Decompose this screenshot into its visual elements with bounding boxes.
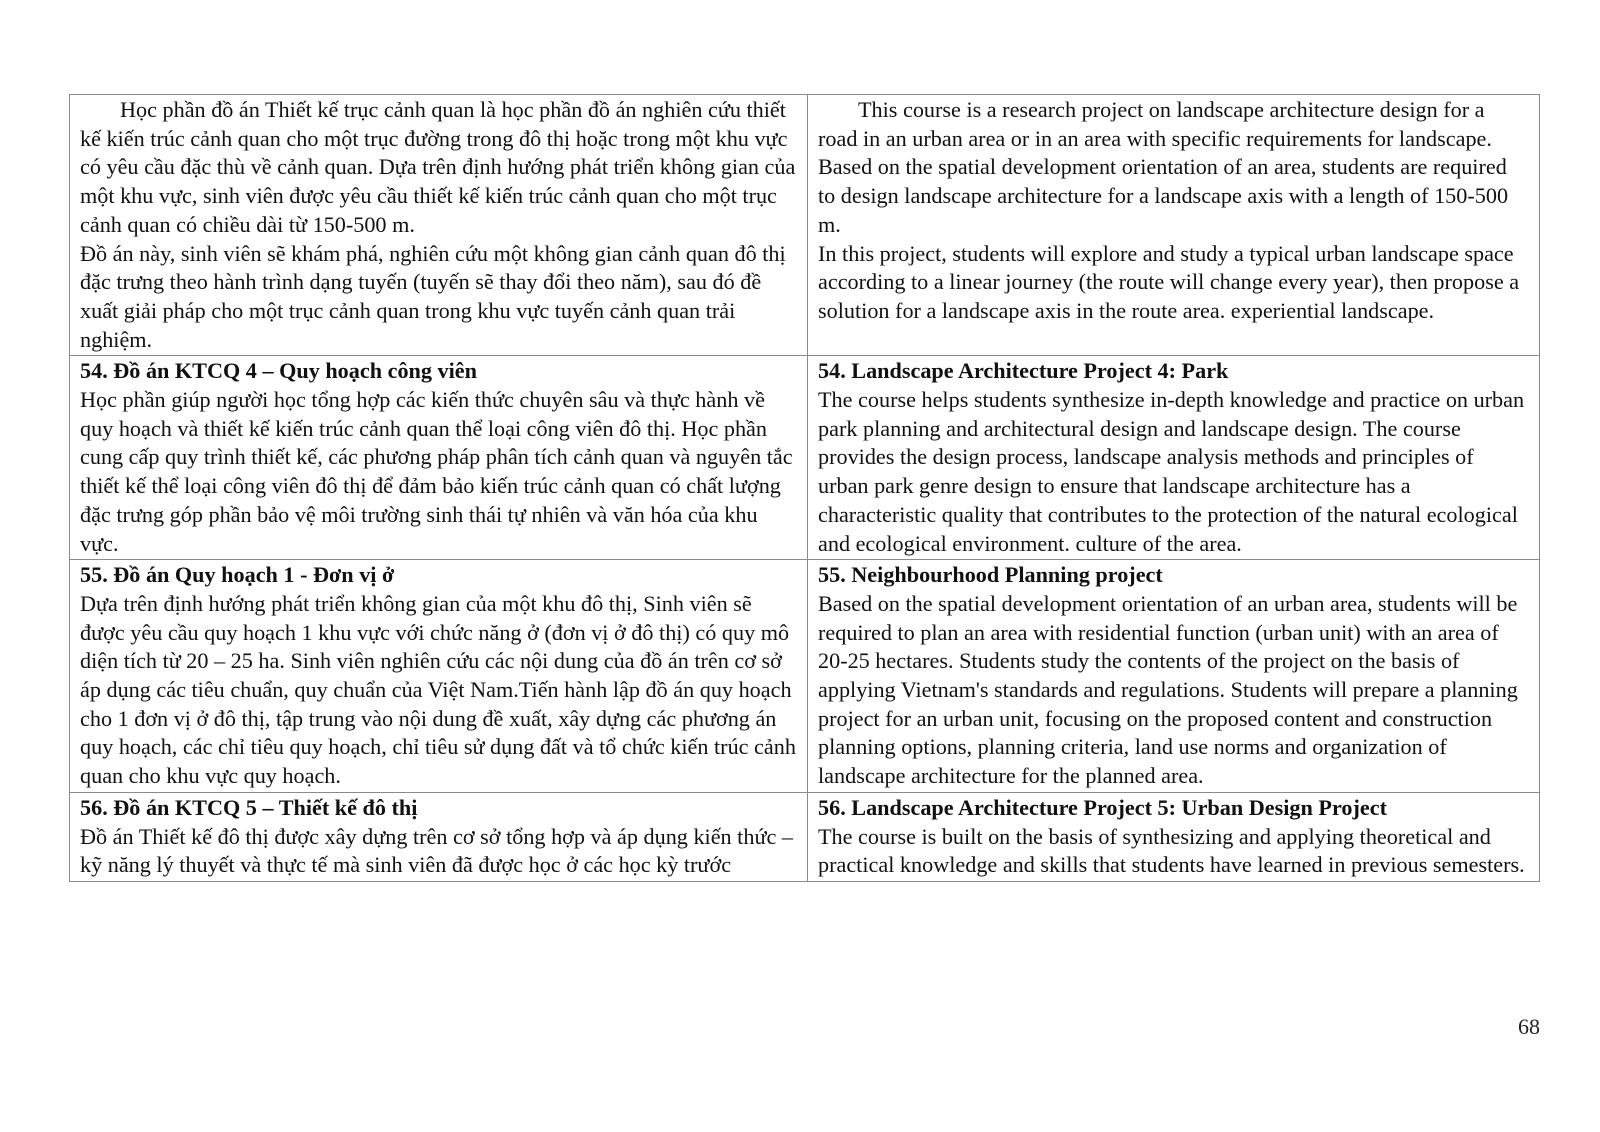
course-paragraph: Dựa trên định hướng phát triển không gian của một khu đô thị, Sinh viên sẽ được yêu cầu quy hoạch 1 khu vực với chức năng ở (đơn vị ở đô thị) có quy mô diện tích từ 20 – 25 ha. Sinh viên nghiên cứu các nội dung của đồ án trên cơ sở áp dụng các tiêu chuẩn, quy chuẩn của Việt Nam.Tiến hành lập đồ án quy hoạch cho 1 đơn vị ở đô thị, tập trung vào nội dung đề xuất, xây dựng các phương án quy hoạch, các chỉ tiêu quy hoạch, chỉ tiêu sử dụng đất và tổ chức kiến trúc cảnh quan cho khu vực quy hoạch. — [80, 590, 796, 789]
english-cell — [808, 792, 1540, 881]
course-paragraph: Đồ án này, sinh viên sẽ khám phá, nghiên cứu một không gian cảnh quan đô thị đặc trưng theo hành trình dạng tuyến (tuyến sẽ thay đổi theo năm), sau đó đề xuất giải pháp cho một trục cảnh quan trong khu vực tuyến cảnh quan trải nghiệm. — [80, 240, 786, 352]
table-row — [70, 95, 1540, 356]
course-heading: 54. Landscape Architecture Project 4: Park — [818, 358, 1229, 384]
course-heading: 54. Đồ án KTCQ 4 – Quy hoạch công viên — [80, 358, 477, 384]
course-heading: 55. Đồ án Quy hoạch 1 - Đơn vị ở — [80, 562, 395, 588]
course-paragraph: In this project, students will explore and study a typical urban landscape space according to a linear journey (the route will change every year), then propose a solution for a landscape axis in the route area. experiential landscape. — [818, 240, 1520, 323]
vietnamese-cell — [70, 356, 808, 560]
english-cell — [808, 560, 1540, 793]
course-paragraph: The course is built on the basis of synthesizing and applying theoretical and practical knowledge and skills that students have learned in previous semesters. — [818, 823, 1525, 878]
vietnamese-cell — [70, 792, 808, 881]
course-heading: 56. Landscape Architecture Project 5: Urban Design Project — [818, 794, 1387, 820]
course-paragraph: Đồ án Thiết kế đô thị được xây dựng trên cơ sở tổng hợp và áp dụng kiến thức – kỹ năng lý thuyết và thực tế mà sinh viên đã được học ở các học kỳ trước — [80, 823, 793, 878]
course-paragraph: This course is a research project on landscape architecture design for a road in an urban area or in an area with specific requirements for landscape. Based on the spatial development orientation of an area, students are required to design landscape architecture for a landscape axis with a length of 150-500 m. — [818, 97, 1509, 237]
table-row — [70, 356, 1540, 560]
course-paragraph: Học phần giúp người học tổng hợp các kiến thức chuyên sâu và thực hành về quy hoạch và thiết kế kiến trúc cảnh quan thể loại công viên đô thị. Học phần cung cấp quy trình thiết kế, các phương pháp phân tích cảnh quan và nguyên tắc thiết kế thể loại công viên đô thị để đảm bảo kiến trúc cảnh quan có chất lượng đặc trưng góp phần bảo vệ môi trường sinh thái tự nhiên và văn hóa của khu vực. — [80, 387, 793, 556]
course-paragraph: Học phần đồ án Thiết kế trục cảnh quan là học phần đồ án nghiên cứu thiết kế kiến trúc cảnh quan cho một trục đường trong đô thị hoặc trong một khu vực có yêu cầu đặc thù về cảnh quan. Dựa trên định hướng phát triển không gian của một khu vực, sinh viên được yêu cầu thiết kế kiến trúc cảnh quan cho một trục cảnh quan có chiều dài từ 150-500 m. — [80, 97, 796, 237]
course-heading: 56. Đồ án KTCQ 5 – Thiết kế đô thị — [80, 794, 418, 820]
course-description-table — [69, 94, 1540, 882]
table-row — [70, 560, 1540, 793]
english-cell — [808, 95, 1540, 356]
course-heading: 55. Neighbourhood Planning project — [818, 562, 1163, 588]
english-cell — [808, 356, 1540, 560]
page-number: 68 — [1518, 1014, 1540, 1039]
vietnamese-cell — [70, 95, 808, 356]
vietnamese-cell — [70, 560, 808, 793]
course-paragraph: Based on the spatial development orientation of an urban area, students will be required to plan an area with residential function (urban unit) with an area of 20-25 hectares. Students study the contents of the project on the basis of applying Vietnam's standards and regulations. Students will prepare a planning project for an urban unit, focusing on the proposed content and construction planning options, planning criteria, land use norms and organization of landscape architecture for the planned area. — [818, 590, 1518, 789]
course-paragraph: The course helps students synthesize in-depth knowledge and practice on urban park planning and architectural design and landscape design. The course provides the design process, landscape analysis methods and principles of urban park genre design to ensure that landscape architecture has a characteristic quality that contributes to the protection of the natural ecological and ecological environment. culture of the area. — [818, 387, 1525, 556]
table-row — [70, 792, 1540, 881]
